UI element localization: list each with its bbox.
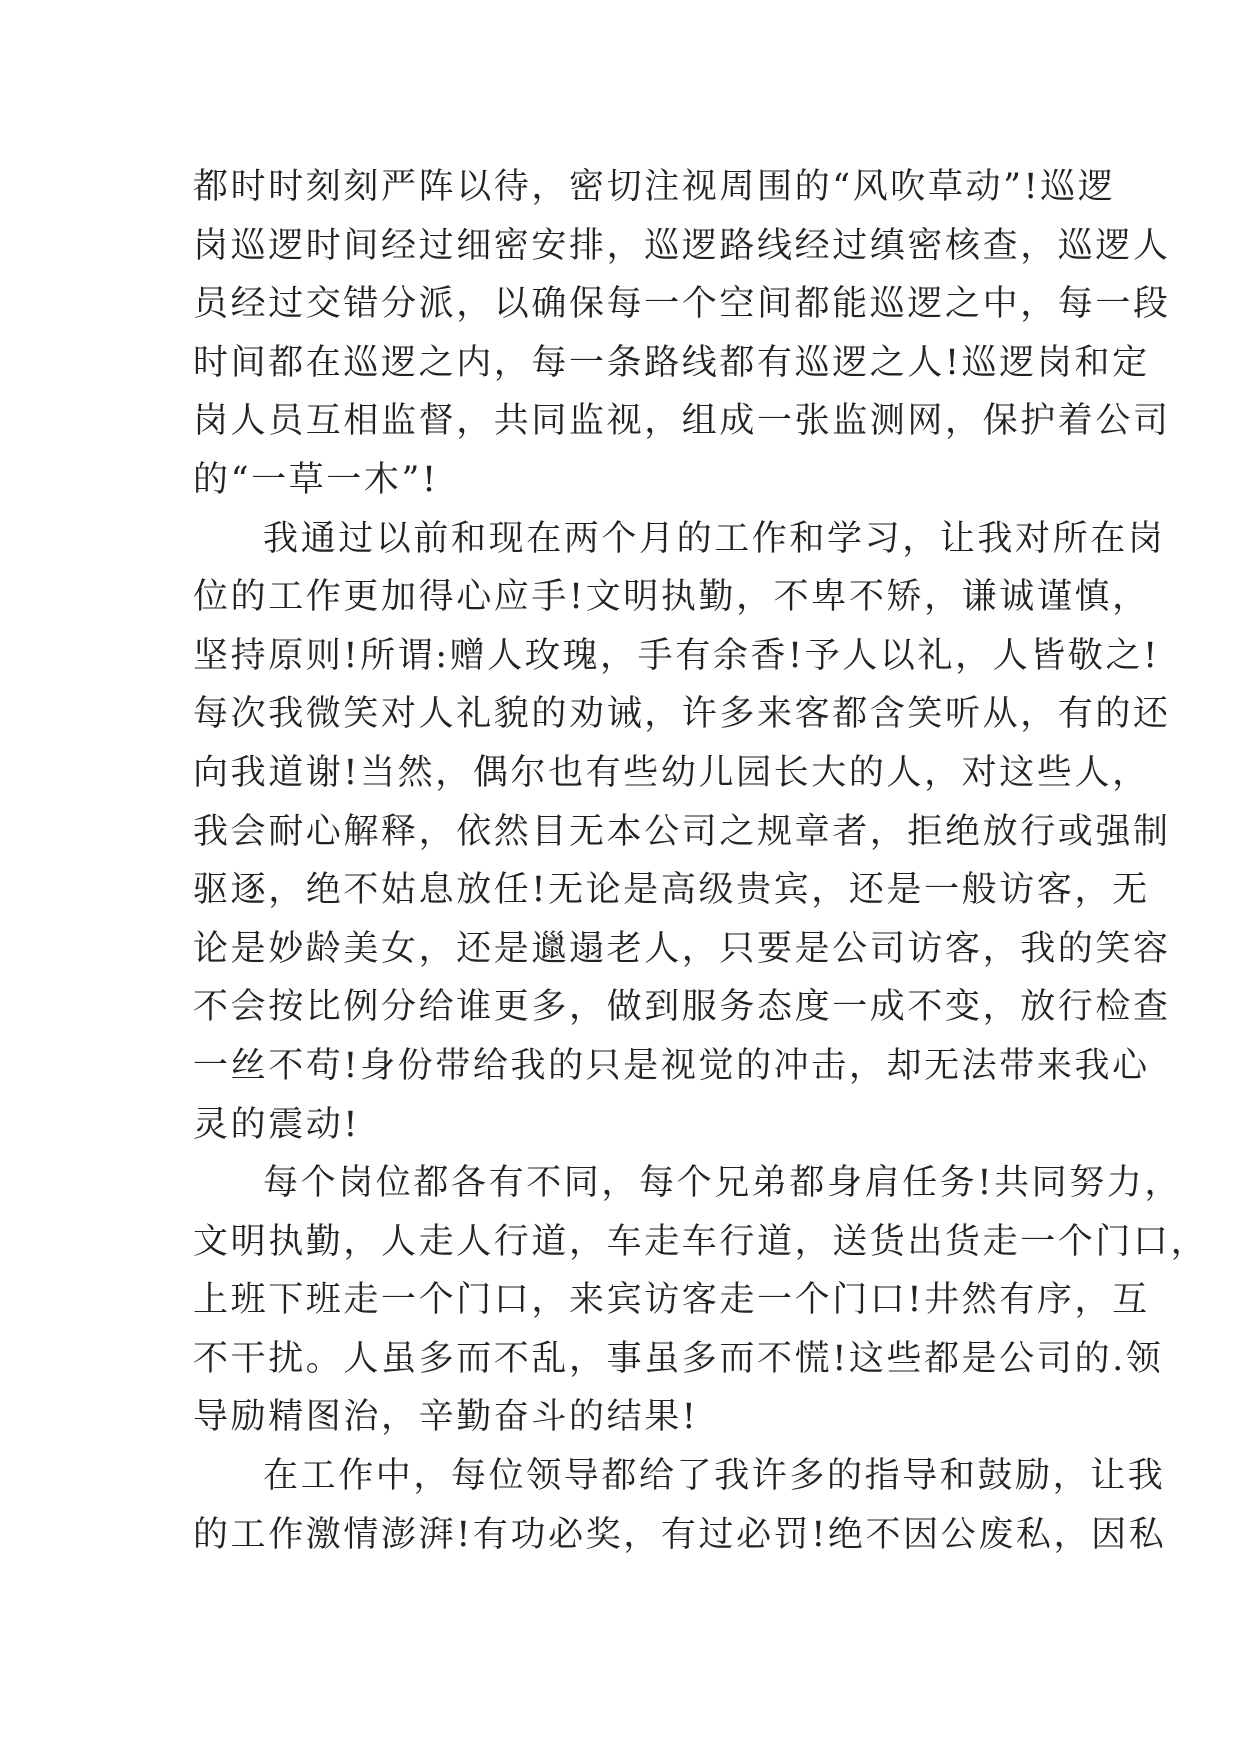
document-body xyxy=(193,158,1209,1564)
text-line: 驱逐，绝不姑息放任!无论是高级贵宾，还是一般访客，无 xyxy=(193,870,1150,911)
text-line: 时间都在巡逻之内，每一条路线都有巡逻之人!巡逻岗和定 xyxy=(193,342,1150,383)
text-line: 每次我微笑对人礼貌的劝诫，许多来客都含笑听从，有的还 xyxy=(193,694,1171,735)
text-line: 的工作激情澎湃!有功必奖，有过必罚!绝不因公废私，因私 xyxy=(193,1514,1167,1555)
text-line: 岗巡逻时间经过细密安排，巡逻路线经过缜密核查，巡逻人 xyxy=(193,225,1171,266)
text-line-first: 我通过以前和现在两个月的工作和学习，让我对所在岗 xyxy=(263,518,1166,559)
text-line: 上班下班走一个门口，来宾访客走一个门口!井然有序，互 xyxy=(193,1280,1150,1321)
text-line: 位的工作更加得心应手!文明执勤，不卑不矫，谦诚谨慎， xyxy=(193,577,1150,618)
paragraph-3 xyxy=(193,1154,1209,1447)
paragraph-2 xyxy=(193,510,1171,1155)
text-line: 都时时刻刻严阵以待，密切注视周围的“风吹草动”!巡逻 xyxy=(193,167,1116,207)
paragraph-4 xyxy=(193,1447,1167,1564)
text-line: 岗人员互相监督，共同监视，组成一张监测网，保护着公司 xyxy=(193,401,1171,442)
paragraph-1 xyxy=(193,158,1171,510)
text-line: 一丝不苟!身份带给我的只是视觉的冲击，却无法带来我心 xyxy=(193,1045,1150,1086)
text-line: 坚持原则!所谓:赠人玫瑰，手有余香!予人以礼，人皆敬之! xyxy=(193,635,1160,676)
text-line: 导励精图治，辛勤奋斗的结果! xyxy=(193,1397,699,1438)
text-line: 的“一草一木”! xyxy=(193,459,439,500)
text-line: 灵的震动! xyxy=(193,1104,361,1145)
text-line: 员经过交错分派，以确保每一个空间都能巡逻之中，每一段 xyxy=(193,284,1171,325)
text-line: 我会耐心解释，依然目无本公司之规章者，拒绝放行或强制 xyxy=(193,811,1171,852)
text-line-first: 每个岗位都各有不同，每个兄弟都身肩任务!共同努力， xyxy=(263,1163,1183,1204)
text-line: 不干扰。人虽多而不乱，事虽多而不慌!这些都是公司的.领 xyxy=(193,1338,1164,1379)
text-line: 向我道谢!当然，偶尔也有些幼儿园长大的人，对这些人， xyxy=(193,752,1150,793)
text-line: 文明执勤，人走人行道，车走车行道，送货出货走一个门口， xyxy=(193,1221,1209,1262)
text-line: 论是妙龄美女，还是邋遢老人，只要是公司访客，我的笑容 xyxy=(193,928,1171,969)
text-line-first: 在工作中，每位领导都给了我许多的指导和鼓励，让我 xyxy=(263,1456,1166,1497)
text-line: 不会按比例分给谁更多，做到服务态度一成不变，放行检查 xyxy=(193,987,1171,1028)
